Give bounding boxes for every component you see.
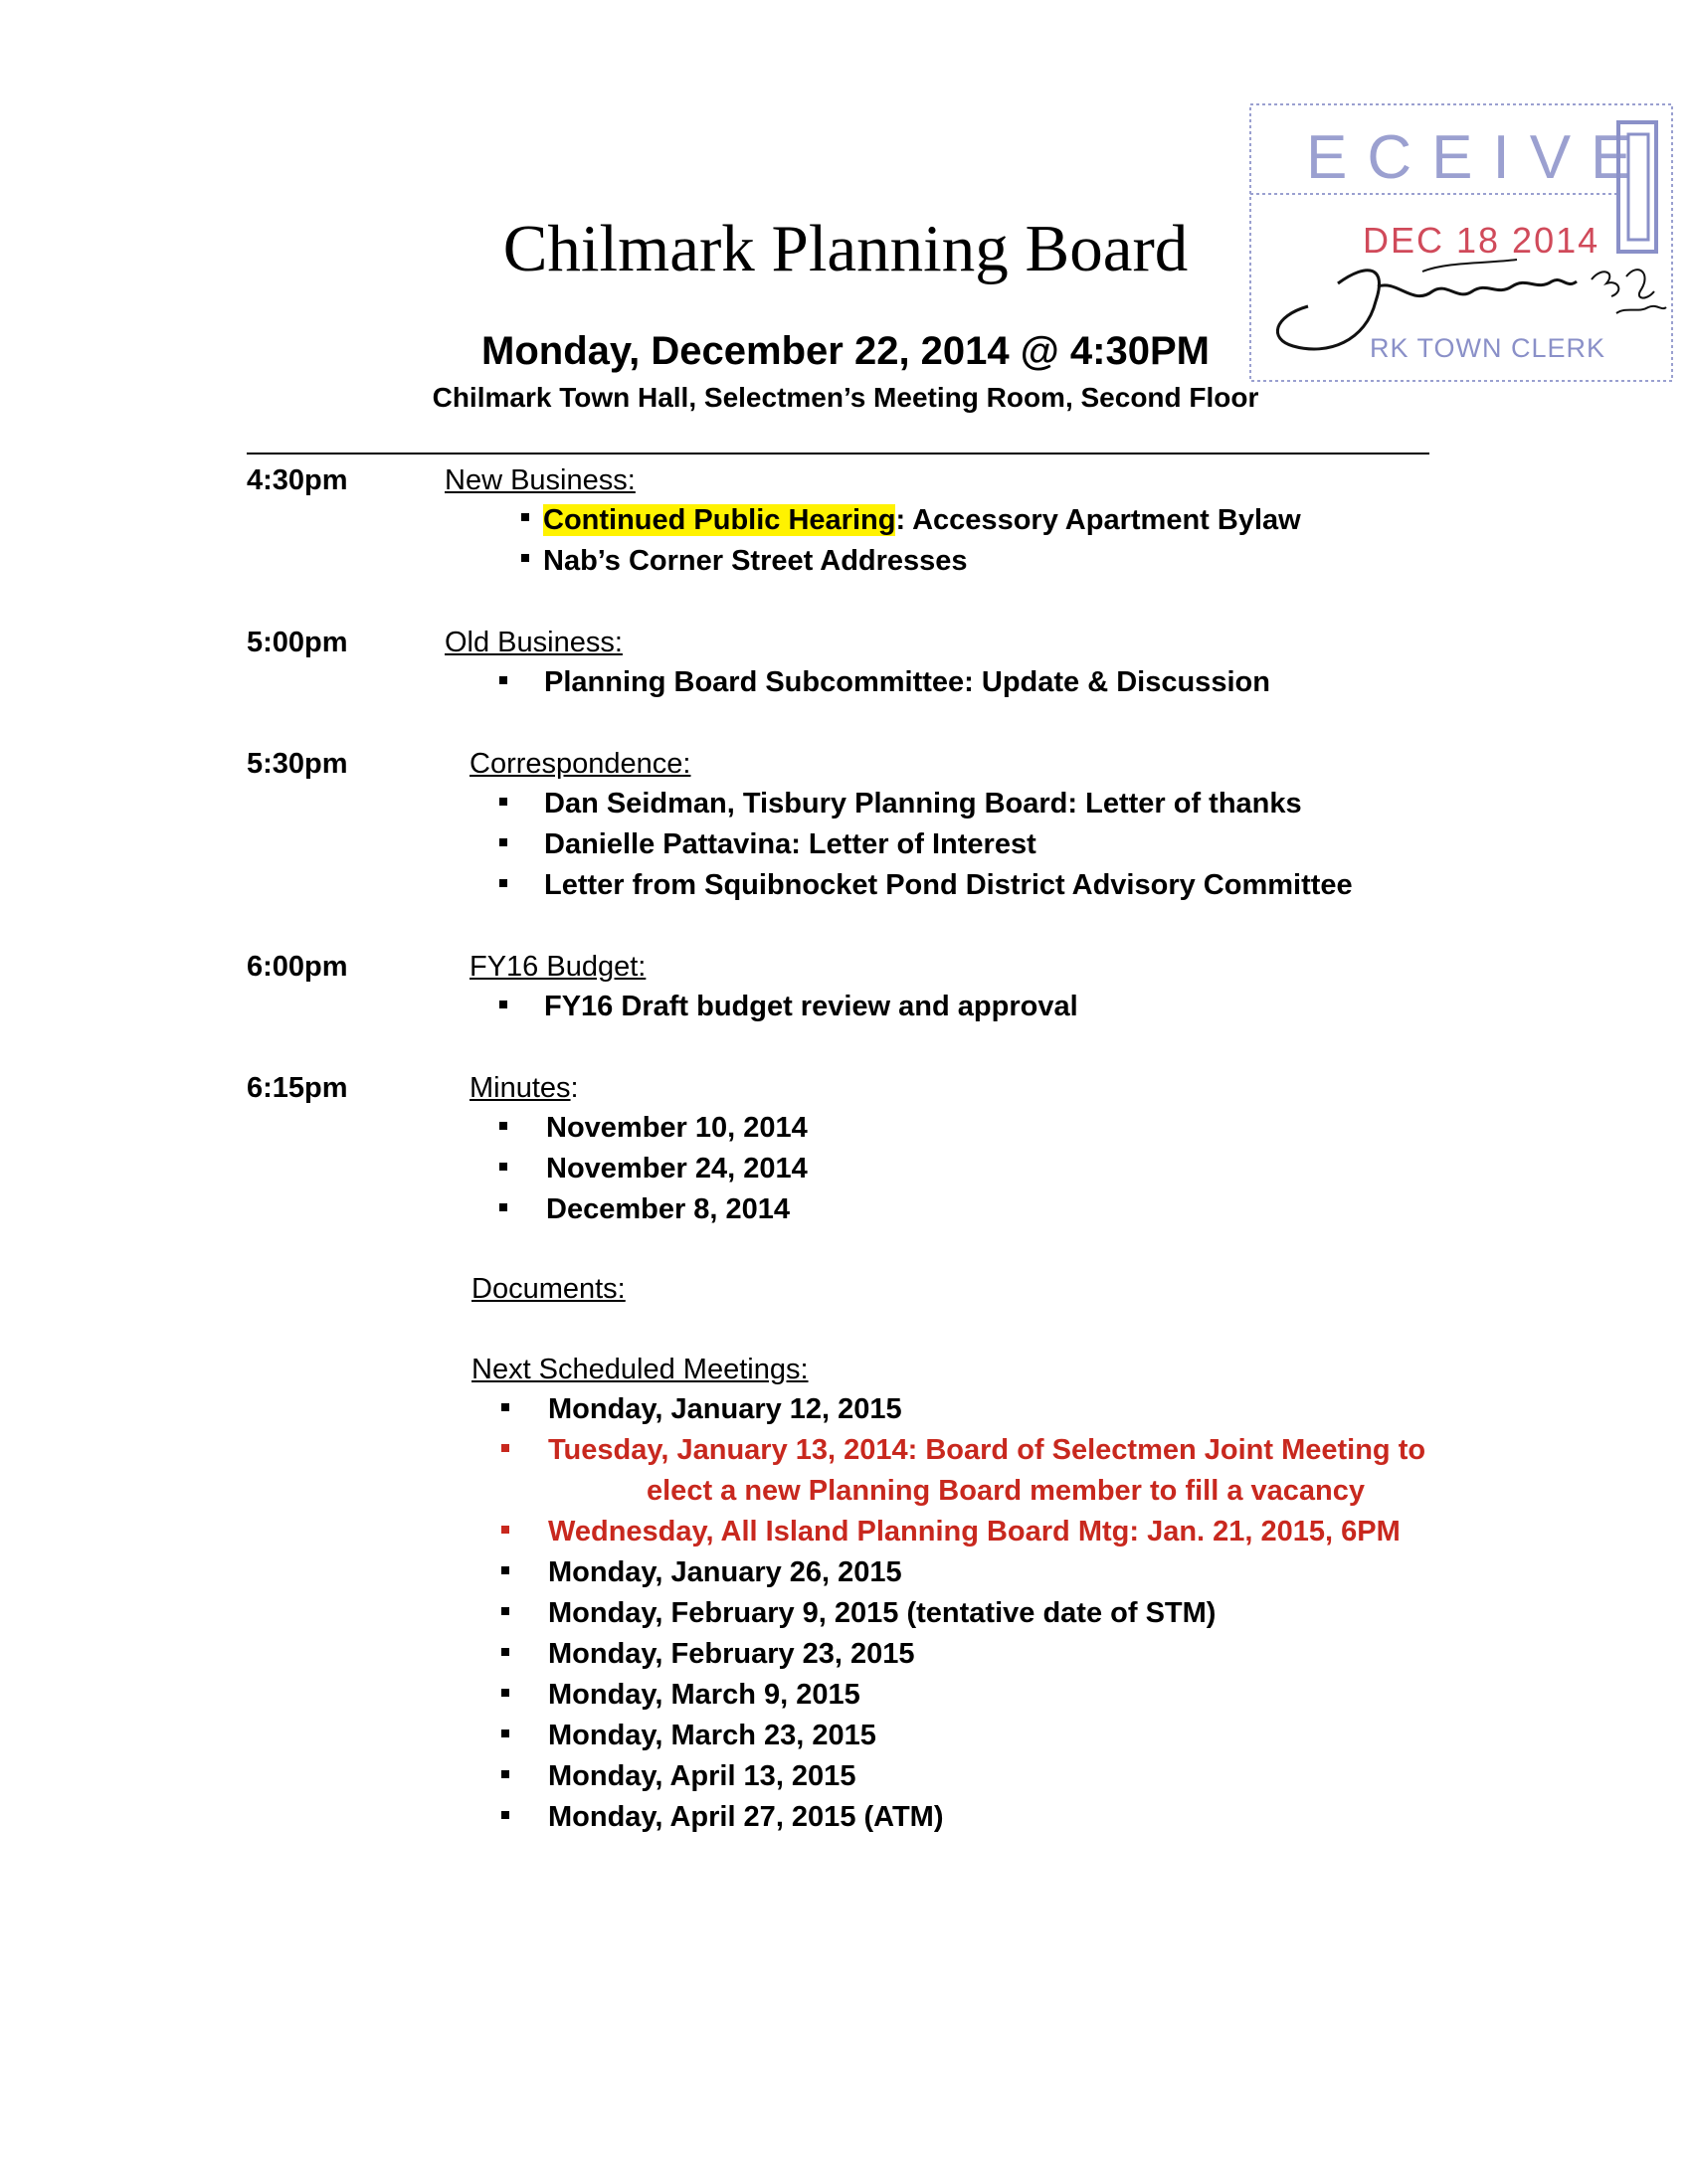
meeting-item: Monday, February 23, 2015 [548,1638,915,1670]
correspondence-item-2: Danielle Pattavina: Letter of Interest [544,828,1036,860]
bullet-icon [499,798,507,806]
new-business-item-1: Continued Public Hearing: Accessory Apartment Bylaw [543,504,1301,536]
old-business-item: Planning Board Subcommittee: Update & Discussion [544,666,1270,698]
meeting-item: Monday, March 23, 2015 [548,1720,876,1751]
bullet-icon [499,838,507,846]
bullet-icon [501,1607,509,1615]
bullet-icon [501,1770,509,1778]
correspondence-item-3: Letter from Squibnocket Pond District Advisory Committee [544,869,1353,901]
heading-next-meetings: Next Scheduled Meetings: [471,1354,809,1385]
meeting-item: Monday, April 27, 2015 (ATM) [548,1801,944,1833]
minutes-item-1: November 10, 2014 [546,1112,808,1144]
meeting-item-highlighted-continued: elect a new Planning Board member to fill a vacancy [647,1475,1366,1507]
minutes-item-3: December 8, 2014 [546,1193,791,1225]
time-minutes: 6:15pm [247,1072,348,1104]
bullet-icon [499,1163,507,1171]
bullet-icon [499,879,507,887]
meeting-item: Monday, January 26, 2015 [548,1556,902,1588]
minutes-item-2: November 24, 2014 [546,1153,808,1184]
meeting-item: Monday, January 12, 2015 [548,1393,902,1425]
time-budget: 6:00pm [247,951,348,983]
bullet-icon [501,1526,509,1534]
heading-old-business: Old Business: [445,627,623,658]
meeting-item: Monday, April 13, 2015 [548,1760,856,1792]
correspondence-item-1: Dan Seidman, Tisbury Planning Board: Letter of thanks [544,788,1302,819]
heading-new-business: New Business: [445,464,636,496]
bullet-icon [501,1648,509,1656]
bullet-icon [501,1566,509,1574]
budget-item: FY16 Draft budget review and approval [544,991,1078,1022]
meeting-location: Chilmark Town Hall, Selectmen’s Meeting Room, Second Floor [432,382,1259,413]
meeting-item-highlighted: Tuesday, January 13, 2014: Board of Selectmen Joint Meeting to [548,1434,1426,1466]
bullet-icon [501,1403,509,1411]
heading-minutes: Minutes: [470,1072,579,1104]
bullet-icon [501,1689,509,1697]
page-title: Chilmark Planning Board [502,212,1189,285]
bullet-icon [521,513,529,521]
time-correspondence: 5:30pm [247,748,348,780]
heading-budget: FY16 Budget: [470,951,647,983]
bullet-icon [501,1729,509,1737]
bullet-icon [499,1203,507,1211]
time-new-business: 4:30pm [247,464,348,496]
meeting-item: Monday, February 9, 2015 (tentative date of STM) [548,1597,1217,1629]
stamp-town-clerk: RK TOWN CLERK [1370,333,1606,363]
bullet-icon [499,1122,507,1130]
bullet-icon [501,1811,509,1819]
highlighted-text: Continued Public Hearing [543,504,896,536]
meeting-item: Monday, March 9, 2015 [548,1679,860,1711]
meeting-item-highlighted: Wednesday, All Island Planning Board Mtg: Jan. 21, 2015, 6PM [548,1516,1401,1547]
bullet-icon [499,676,507,684]
new-business-item-2: Nab’s Corner Street Addresses [543,545,968,577]
time-old-business: 5:00pm [247,627,348,658]
heading-correspondence: Correspondence: [470,748,691,780]
meeting-date: Monday, December 22, 2014 @ 4:30PM [481,329,1210,373]
heading-documents: Documents: [471,1273,626,1305]
received-stamp [1248,102,1674,383]
bullet-icon [499,1001,507,1008]
header-divider [247,453,1429,455]
bullet-icon [501,1444,509,1452]
bullet-icon [521,554,529,562]
stamp-received-text: ECEIVE [1306,123,1652,192]
stamp-date: DEC 18 2014 [1363,220,1600,261]
